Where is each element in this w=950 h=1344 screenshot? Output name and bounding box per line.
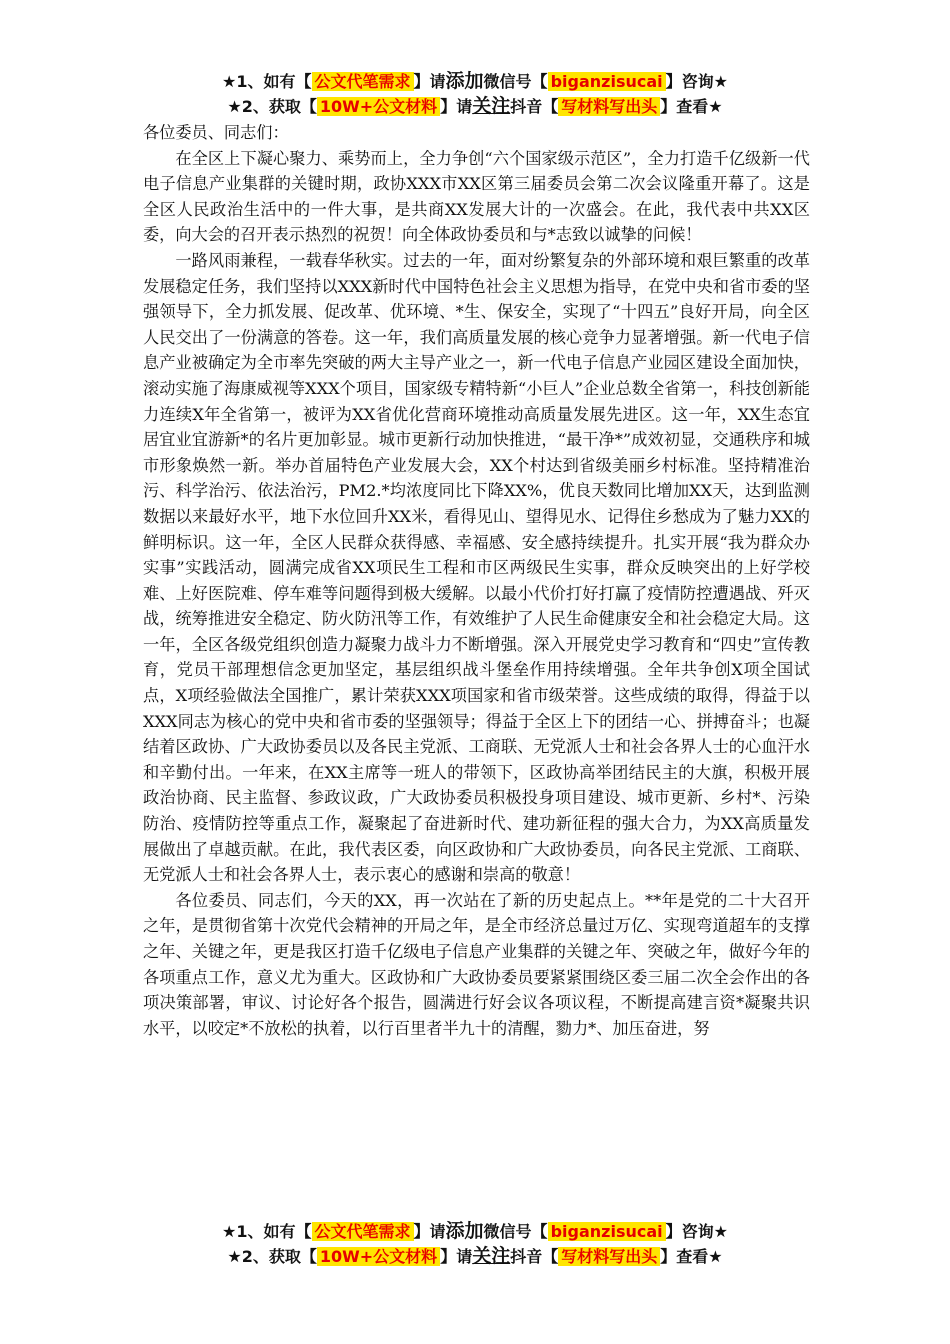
banner-highlight: 公文代笔需求 [312, 1222, 414, 1241]
banner-text: 微信号【 [483, 72, 548, 91]
banner-emphasis: 添加 [445, 1220, 484, 1242]
banner-text: 】查看★ [660, 97, 723, 116]
banner-text: ★2、获取【 [227, 1247, 317, 1266]
document-body [143, 120, 810, 1041]
banner-text: ★1、如有【 [222, 72, 312, 91]
banner-text: 抖音【 [510, 1247, 559, 1266]
banner-highlight: biganzisucai [548, 72, 666, 91]
banner-emphasis: 关注 [472, 95, 511, 117]
banner-emphasis: 添加 [445, 70, 484, 92]
banner-text: ★2、获取【 [227, 97, 317, 116]
banner-text: 微信号【 [483, 1222, 548, 1241]
bottom-banner-line-1 [0, 1219, 950, 1244]
banner-text: 】请 [413, 72, 446, 91]
banner-text: ★1、如有【 [222, 1222, 312, 1241]
banner-emphasis: 关注 [472, 1245, 511, 1267]
banner-text: 】查看★ [660, 1247, 723, 1266]
banner-text: 】请 [440, 97, 473, 116]
banner-highlight: 10W+公文材料 [317, 1247, 440, 1266]
banner-text: 】咨询★ [665, 72, 728, 91]
paragraph: 一路风雨兼程，一载春华秋实。过去的一年，面对纷繁复杂的外部环境和艰巨繁重的改革发展稳定任务，我们坚持以XXX新时代中国特色社会主义思想为指导，在党中央和省市委的坚强领导下，全力抓发展、促改革、优环境、*生、保安全，实现了“十四五”良好开局，向全区人民交出了一份满意的答卷。这一年，我们高质量发展的核心竞争力显著增强。新一代电子信息产业被确定为全市率先突破的两大主导产业之一，新一代电子信息产业园区建设全面加快，滚动实施了海康威视等XXX个项目，国家级专精特新“小巨人”企业总数全省第一，科技创新能力连续X年全省第一，被评为XX省优化营商环境推动高质量发展先进区。这一年，XX生态宜居宜业宜游新*的名片更加彰显。城市更新行动加快推进，“最干净*”成效初显，交通秩序和城市形象焕然一新。举办首届特色产业发展大会，XX个村达到省级美丽乡村标准。坚持精准治污、科学治污、依法治污，PM2.*均浓度同比下降XX%，优良天数同比增加XX天，达到监测数据以来最好水平，地下水位回升XX米，看得见山、望得见水、记得住乡愁成为了魅力XX的鲜明标识。这一年，全区人民群众获得感、幸福感、安全感持续提升。扎实开展“我为群众办实事”实践活动，圆满完成省XX项民生工程和市区两级民生实事，群众反映突出的上好学校难、上好医院难、停车难等问题得到极大缓解。以最小代价打好打赢了疫情防控遭遇战、歼灭战，统筹推进安全稳定、防火防汛等工作，有效维护了人民生命健康安全和社会稳定大局。这一年，全区各级党组织创造力凝聚力战斗力不断增强。深入开展党史学习教育和“四史”宣传教育，党员干部理想信念更加坚定，基层组织战斗堡垒作用持续增强。全年共争创X项全国试点，X项经验做法全国推广，累计荣获XXX项国家和省市级荣誉。这些成绩的取得，得益于以XXX同志为核心的党中央和省市委的坚强领导；得益于全区上下的团结一心、拼搏奋斗；也凝结着区政协、广大政协委员以及各民主党派、工商联、无党派人士和社会各界人士的心血汗水和辛勤付出。一年来，在XX主席等一班人的带领下，区政协高举团结民主的大旗，积极开展政治协商、民主监督、参政议政，广大政协委员积极投身项目建设、城市更新、乡村*、污染防治、疫情防控等重点工作，凝聚起了奋进新时代、建功新征程的强大合力，为XX高质量发展做出了卓越贡献。在此，我代表区委，向区政协和广大政协委员，向各民主党派、工商联、无党派人士和社会各界人士，表示衷心的感谢和崇高的敬意！ [143, 250, 810, 885]
banner-text: 】请 [440, 1247, 473, 1266]
banner-highlight: 10W+公文材料 [317, 97, 440, 116]
banner-highlight: 公文代笔需求 [312, 72, 414, 91]
banner-text: 】请 [413, 1222, 446, 1241]
banner-highlight: biganzisucai [548, 1222, 666, 1241]
banner-text: 】咨询★ [665, 1222, 728, 1241]
bottom-banner-line-2 [0, 1244, 950, 1269]
paragraph: 各位委员、同志们，今天的XX，再一次站在了新的历史起点上。**年是党的二十大召开之年，是贯彻省第十次党代会精神的开局之年，是全市经济总量过万亿、实现弯道超车的支撑之年、关键之年，更是我区打造千亿级电子信息产业集群的关键之年、突破之年，做好今年的各项重点工作，意义尤为重大。区政协和广大政协委员要紧紧围绕区委三届二次全会作出的各项决策部署，审议、讨论好各个报告，圆满进行好会议各项议程，不断提高建言资*凝聚共识水平，以咬定*不放松的执着，以行百里者半九十的清醒，勠力*、加压奋进，努 [143, 890, 810, 1038]
banner-text: 抖音【 [510, 97, 559, 116]
banner-highlight: 写材料写出头 [558, 1247, 660, 1266]
top-banner-line-2 [0, 94, 950, 119]
salutation: 各位委员、同志们： [143, 123, 289, 142]
banner-highlight: 写材料写出头 [558, 97, 660, 116]
top-banner-line-1 [0, 69, 950, 94]
paragraph: 在全区上下凝心聚力、乘势而上，全力争创“六个国家级示范区”，全力打造千亿级新一代电子信息产业集群的关键时期，政协XXX市XX区第三届委员会第二次会议隆重开幕了。这是全区人民政治生活中的一件大事，是共商XX发展大计的一次盛会。在此，我代表中共XX区委，向大会的召开表示热烈的祝贺！向全体政协委员和与*志致以诚挚的问候！ [143, 148, 810, 245]
